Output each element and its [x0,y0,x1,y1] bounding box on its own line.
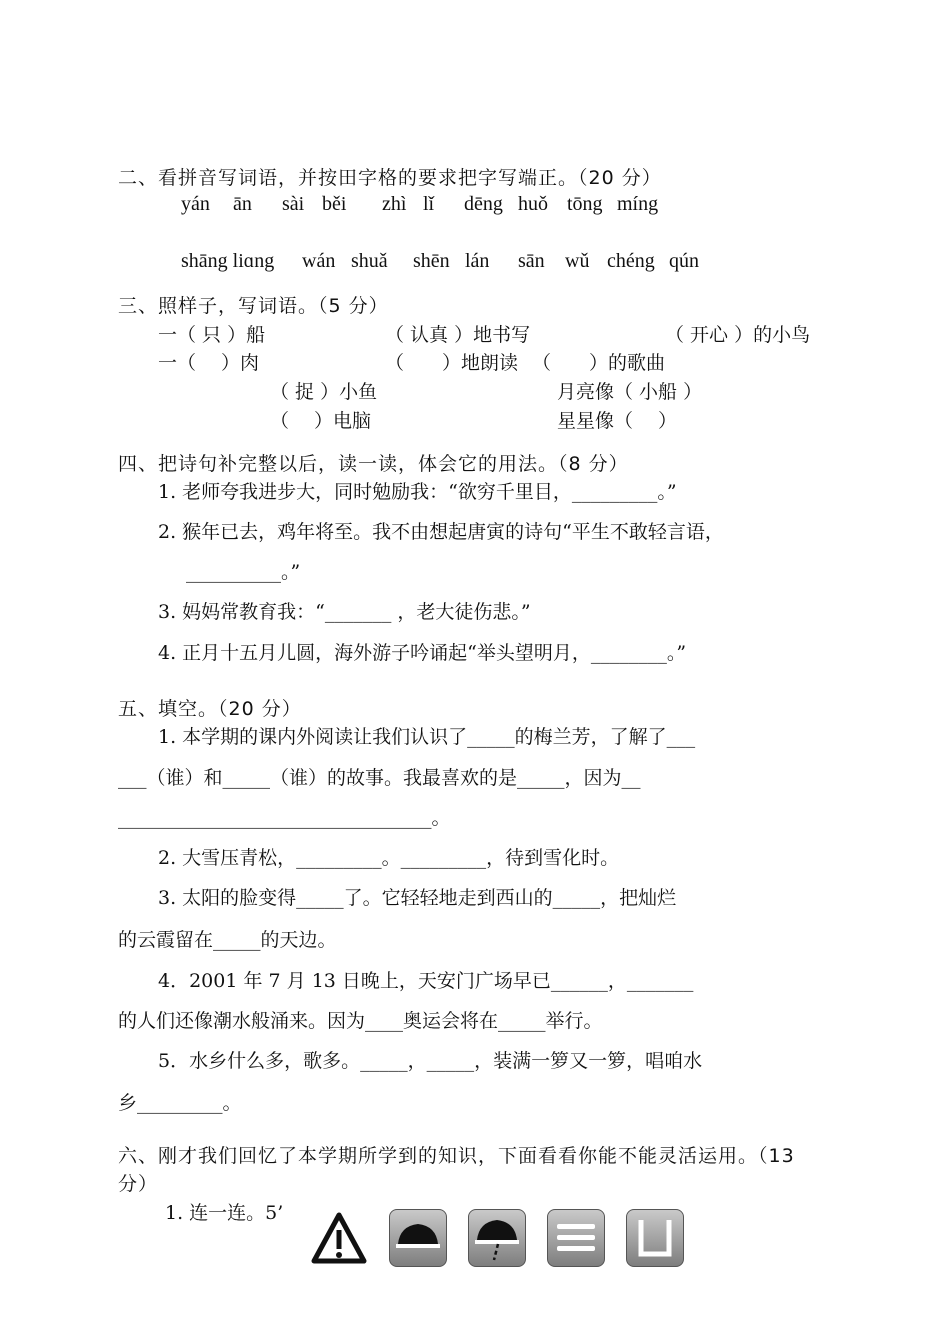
pinyin: shuǎ [351,250,388,272]
fill-q3-line1: 3. 太阳的脸变得_____了。它轻轻地走到西山的_____，把灿烂 [158,887,677,909]
poem-q1: 1. 老师夸我进步大，同时勉励我：“欲穷千里目，_________。” [158,481,677,503]
fill-q3-line2: 的云霞留在_____的天边。 [118,929,337,951]
example-3b: 月亮像（ 小船 ） [557,381,703,403]
pinyin: dēng [464,193,503,215]
section6-heading-line2: 分） [118,1173,159,1195]
pinyin: yán [181,193,210,215]
section3-heading: 三、照样子，写词语。（5 分） [118,295,389,317]
rain-cloud-icon [468,1209,526,1267]
exercise-4a: （ ）电脑 [270,410,372,432]
pinyin: tōng [567,193,603,215]
fill-q1-line1: 1. 本学期的课内外阅读让我们认识了_____的梅兰芳，了解了___ [158,726,696,748]
bracket-frame-icon [626,1209,684,1267]
pinyin: shēn [413,250,450,272]
fill-q5-line2: 乡_________。 [118,1092,242,1114]
example-1c: （ 开心 ）的小鸟 [665,324,811,346]
exercise-2b: （ ）地朗读 [385,352,519,374]
poem-q4: 4. 正月十五月儿圆，海外游子吟诵起“举头望明月，________。” [158,642,687,664]
pinyin: míng [617,193,659,215]
overcast-cloud-icon [389,1209,447,1267]
exercise-2a: 一（ ）肉 [158,352,260,374]
fill-q4-line2: 的人们还像潮水般涌来。因为____奥运会将在_____举行。 [118,1010,603,1032]
fill-q4-line1: 4．2001 年 7 月 13 日晚上，天安门广场早已______，_______ [158,970,694,992]
exercise-2c: （ ）的歌曲 [532,352,666,374]
poem-q2-line1: 2. 猴年已去，鸡年将至。我不由想起唐寅的诗句“平生不敢轻言语， [158,521,724,543]
pinyin: sān [518,250,545,272]
pinyin: běi [322,193,347,215]
pinyin: huǒ [518,193,548,215]
fill-q1-line2: ___（谁）和_____（谁）的故事。我最喜欢的是_____，因为__ [118,767,641,789]
pinyin: wán [302,250,336,272]
pinyin: lán [465,250,490,272]
pinyin: lǐ [423,193,435,215]
pinyin: ān [233,193,252,215]
section5-heading: 五、填空。（20 分） [118,698,302,720]
section2-heading: 二、看拼音写词语，并按田字格的要求把字写端正。（20 分） [118,167,662,189]
fill-q2: 2. 大雪压青松，_________。_________，待到雪化时。 [158,847,620,869]
match-q1: 1. 连一连。5’ [165,1202,284,1224]
pinyin: zhì [382,193,407,215]
example-3a: （ 捉 ）小鱼 [270,381,378,403]
warning-triangle-icon [310,1209,368,1267]
example-1a: 一（ 只 ）船 [158,324,266,346]
fog-lines-icon [547,1209,605,1267]
poem-q2-line2: __________。” [186,561,301,583]
section6-heading-line1: 六、刚才我们回忆了本学期所学到的知识，下面看看你能不能灵活运用。（13 [118,1145,795,1167]
example-1b: （ 认真 ）地书写 [385,324,531,346]
poem-q3: 3. 妈妈常教育我：“_______ ，老大徒伤悲。” [158,601,531,623]
section4-heading: 四、把诗句补完整以后，读一读，体会它的用法。（8 分） [118,453,629,475]
fill-q5-line1: 5．水乡什么多，歌多。_____，_____，装满一箩又一箩，唱咱水 [158,1050,703,1072]
pinyin: qún [669,250,699,272]
fill-q1-line3: _________________________________。 [118,807,451,829]
exercise-4b: 星星像（ ） [557,410,678,432]
pinyin: sài [282,193,305,215]
pinyin: shāng liɑng [181,250,275,272]
pinyin: wǔ [565,250,590,272]
pinyin: chéng [607,250,655,272]
